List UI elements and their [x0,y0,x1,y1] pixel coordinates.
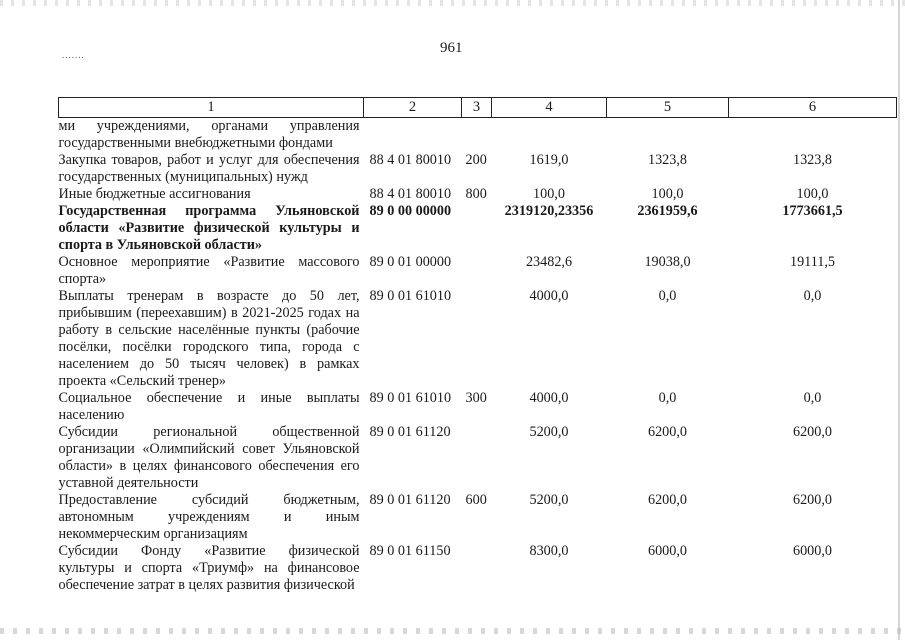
row-code: 89 0 01 61010 [369,390,452,406]
row-code: 89 0 00 00000 [369,203,452,219]
row-value-1: 8300,0 [529,543,569,559]
budget-table-container [58,97,896,594]
row-value-3: 19111,5 [789,254,836,270]
table-row [59,118,897,153]
row-name: ми учреждениями, органами управления государственными внебюджетными фондами [58,118,360,151]
scan-edge-top [0,0,905,6]
row-expense-type [462,118,492,153]
row-value-1 [492,118,607,153]
table-row [59,390,897,424]
row-value-3: 1773661,5 [782,203,843,219]
row-expense-type: 600 [465,492,487,508]
row-expense-type: 300 [465,390,487,406]
header-col-1: 1 [59,98,364,118]
row-value-1: 5200,0 [529,424,569,440]
header-col-4: 4 [492,98,607,118]
row-name: Государственная программа Ульяновской области «Развитие физической культуры и спорта в Ульяновской области» [58,203,360,253]
table-row [59,492,897,543]
table-row [59,543,897,594]
page-number: 961 [440,40,463,56]
row-value-2: 6200,0 [647,424,687,440]
row-value-3: 1323,8 [792,152,832,168]
scan-edge-right [898,0,900,640]
row-value-2 [607,118,729,153]
table-header [59,98,897,118]
row-value-3: 0,0 [803,390,822,406]
row-code: 88 4 01 80010 [369,186,452,202]
row-value-3 [729,118,897,153]
row-code: 89 0 01 00000 [369,254,452,270]
table-row [59,152,897,186]
row-value-2: 6000,0 [647,543,687,559]
row-value-3: 100,0 [796,186,829,202]
row-value-1: 23482,6 [525,254,573,270]
row-code: 89 0 01 61010 [369,288,452,304]
row-code: 88 4 01 80010 [369,152,452,168]
table-row [59,186,897,203]
row-name: Выплаты тренерам в возрасте до 50 лет, прибывшим (переехавшим) в 2021-2025 годах на работу в сельские населённые пункты (рабочие посёлки, посёлки городского типа, города с населением до 50 тысяч человек) в рамках проекта «Сельский тренер» [58,288,360,389]
header-col-6: 6 [729,98,897,118]
row-name: Иные бюджетные ассигнования [58,186,251,202]
row-code: 89 0 01 61150 [369,543,451,559]
row-value-1: 2319120,23356 [504,203,594,219]
scan-edge-bottom [0,628,905,634]
row-value-2: 0,0 [658,288,677,304]
row-expense-type [462,424,492,492]
row-value-1: 1619,0 [529,152,569,168]
row-value-3: 6200,0 [792,492,832,508]
row-code [364,118,462,153]
table-row [59,288,897,390]
table-row [59,424,897,492]
row-value-1: 5200,0 [529,492,569,508]
row-expense-type: 200 [465,152,487,168]
budget-table [58,97,897,594]
table-body [59,118,897,595]
row-name: Социальное обеспечение и иные выплаты населению [58,390,360,423]
row-code: 89 0 01 61120 [369,424,451,440]
row-code: 89 0 01 61120 [369,492,451,508]
row-name: Основное мероприятие «Развитие массового спорта» [58,254,360,287]
row-name: Субсидии региональной общественной организации «Олимпийский совет Ульяновской области» в целях финансового обеспечения его уставной деятельности [58,424,360,491]
row-name: Субсидии Фонду «Развитие физической культуры и спорта «Триумф» на финансовое обеспечение затрат в целях развития физической [58,543,360,593]
row-value-1: 4000,0 [529,288,569,304]
row-expense-type [462,203,492,254]
table-row [59,203,897,254]
header-col-2: 2 [364,98,462,118]
row-name: Предоставление субсидий бюджетным, автономным учреждениям и иным некоммерческим организациям [58,492,360,542]
header-col-5: 5 [607,98,729,118]
row-value-3: 0,0 [803,288,822,304]
row-expense-type: 800 [465,186,487,202]
row-expense-type [462,254,492,288]
row-value-2: 19038,0 [644,254,691,270]
row-value-2: 6200,0 [647,492,687,508]
row-expense-type [462,543,492,594]
row-name: Закупка товаров, работ и услуг для обеспечения государственных (муниципальных) нужд [58,152,360,185]
corner-mark: ....... [62,50,85,60]
row-value-2: 1323,8 [647,152,687,168]
header-col-3: 3 [462,98,492,118]
row-value-3: 6200,0 [792,424,832,440]
row-expense-type [462,288,492,390]
header-row [59,98,897,118]
row-value-1: 4000,0 [529,390,569,406]
row-value-2: 100,0 [651,186,684,202]
row-value-1: 100,0 [533,186,565,202]
row-value-2: 2361959,6 [637,203,698,219]
table-row [59,254,897,288]
row-value-2: 0,0 [658,390,677,406]
row-value-3: 6000,0 [792,543,832,559]
